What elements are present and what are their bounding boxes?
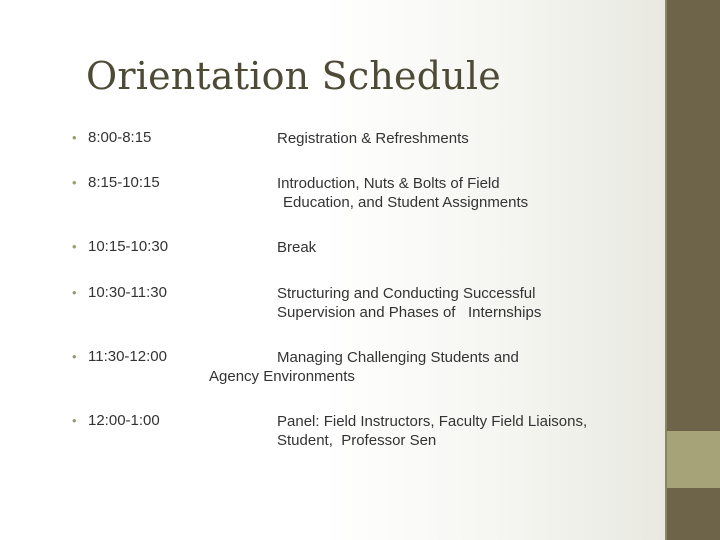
description-line: Structuring and Conducting Successful: [277, 285, 536, 302]
schedule-time: 8:00-8:15: [88, 129, 152, 146]
schedule-time: 11:30-12:00: [88, 348, 167, 365]
schedule-description: [277, 284, 541, 322]
bullet-icon: •: [72, 349, 77, 364]
description-line: Supervision and Phases of Internships: [277, 304, 542, 321]
bullet-icon: •: [72, 285, 77, 300]
bullet-icon: •: [72, 239, 77, 254]
bullet-icon: •: [72, 175, 77, 190]
schedule-description: [209, 348, 519, 386]
schedule-time: 10:30-11:30: [88, 284, 167, 301]
schedule-description: [277, 238, 316, 257]
schedule-time: 8:15-10:15: [88, 174, 160, 191]
schedule-description: [277, 174, 528, 212]
schedule-time: 10:15-10:30: [88, 238, 169, 255]
description-line: Panel: Field Instructors, Faculty Field Liaisons,: [277, 413, 588, 430]
description-line: Registration & Refreshments: [277, 130, 469, 147]
description-line: Agency Environments: [209, 368, 355, 385]
schedule-time: 12:00-1:00: [88, 412, 160, 429]
bullet-icon: •: [72, 130, 77, 145]
schedule-description: [277, 129, 469, 148]
description-line: Education, and Student Assignments: [283, 194, 529, 211]
description-line: Student, Professor Sen: [277, 432, 437, 449]
schedule-description: [277, 412, 587, 450]
sidebar-accent-block: [667, 431, 720, 488]
bullet-icon: •: [72, 413, 77, 428]
slide-title: Orientation Schedule: [86, 54, 501, 98]
description-line: Introduction, Nuts & Bolts of Field: [277, 175, 500, 192]
description-line: Managing Challenging Students and: [277, 349, 519, 366]
description-line: Break: [277, 239, 317, 256]
